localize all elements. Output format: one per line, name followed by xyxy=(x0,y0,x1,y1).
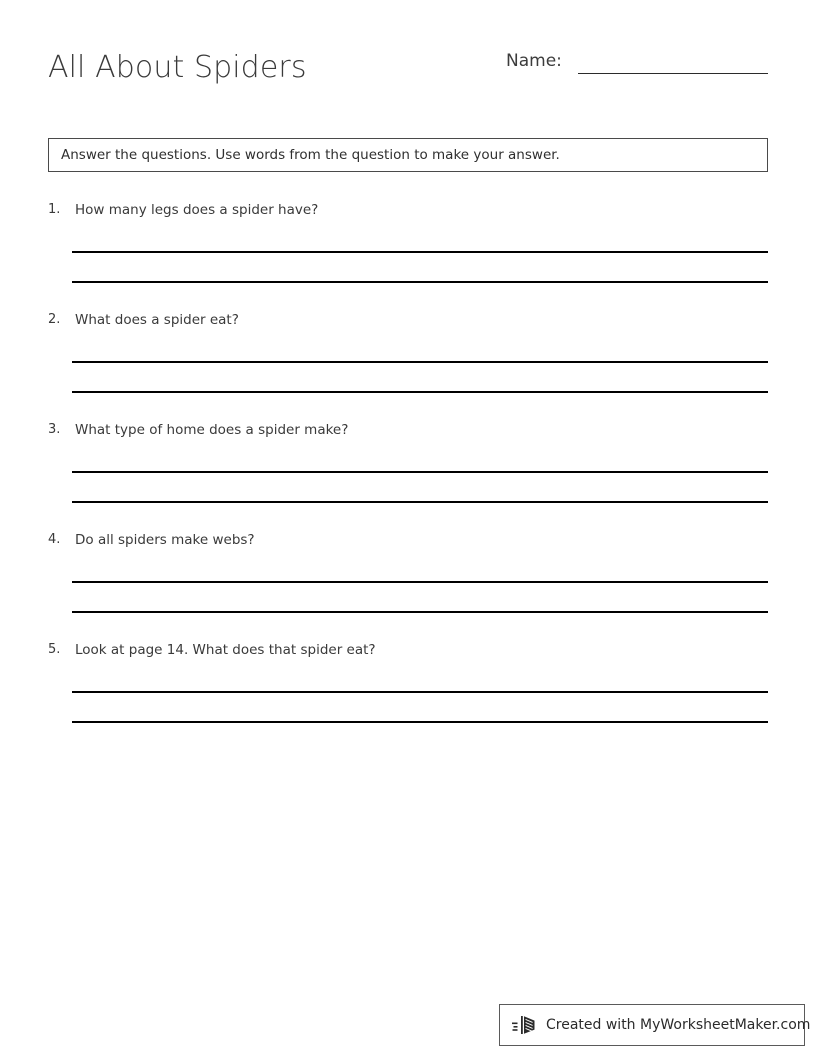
question-item xyxy=(0,640,816,750)
questions-list xyxy=(0,200,816,750)
question-item xyxy=(0,200,816,310)
question-number: 1. xyxy=(48,202,61,217)
footer-attribution-badge[interactable] xyxy=(499,1004,811,1046)
answer-writing-line[interactable] xyxy=(72,691,768,693)
worksheet-maker-logo-icon xyxy=(512,1013,538,1037)
answer-writing-line[interactable] xyxy=(72,251,768,253)
question-number: 3. xyxy=(48,422,61,437)
answer-writing-line[interactable] xyxy=(72,361,768,363)
question-text: Look at page 14. What does that spider eat? xyxy=(75,642,376,658)
name-field-writing-line[interactable] xyxy=(578,73,768,74)
answer-writing-line[interactable] xyxy=(72,471,768,473)
question-item xyxy=(0,530,816,640)
answer-writing-line[interactable] xyxy=(72,281,768,283)
name-field-group xyxy=(506,50,768,80)
answer-writing-line[interactable] xyxy=(72,501,768,503)
question-text: How many legs does a spider have? xyxy=(75,202,319,218)
instructions-box xyxy=(48,138,768,172)
question-text: What type of home does a spider make? xyxy=(75,422,349,438)
question-text: Do all spiders make webs? xyxy=(75,532,255,548)
answer-writing-line[interactable] xyxy=(72,391,768,393)
question-number: 2. xyxy=(48,312,61,327)
answer-writing-line[interactable] xyxy=(72,611,768,613)
answer-writing-line[interactable] xyxy=(72,721,768,723)
question-item xyxy=(0,420,816,530)
page-title: All About Spiders xyxy=(48,50,307,85)
question-text: What does a spider eat? xyxy=(75,312,239,328)
answer-writing-line[interactable] xyxy=(72,581,768,583)
question-number: 5. xyxy=(48,642,61,657)
question-number: 4. xyxy=(48,532,61,547)
footer-attribution-text: Created with MyWorksheetMaker.com xyxy=(546,1017,811,1033)
question-item xyxy=(0,310,816,420)
instructions-text: Answer the questions. Use words from the question to make your answer. xyxy=(61,147,560,163)
name-field-label: Name: xyxy=(506,51,562,71)
